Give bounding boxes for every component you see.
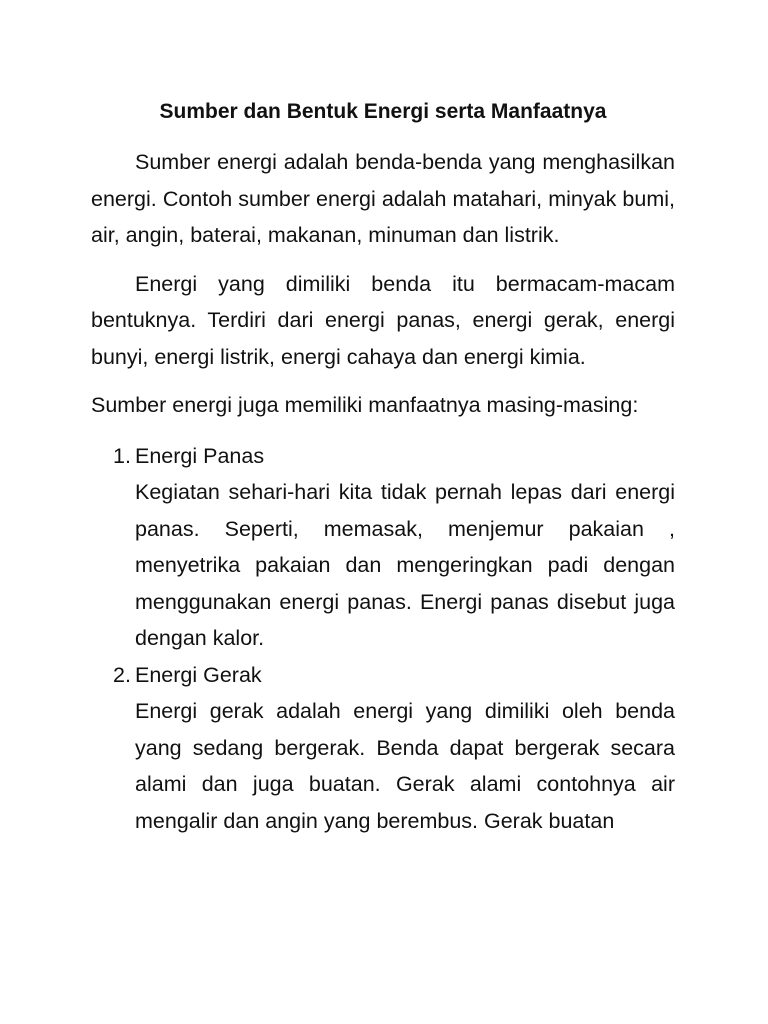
list-intro: Sumber energi juga memiliki manfaatnya masing-masing: bbox=[91, 393, 639, 417]
list-item-body: Energi gerak adalah energi yang dimiliki oleh benda yang sedang bergerak. Benda dapat bergerak secara alami dan juga buatan. Gerak alami contohnya air mengalir dan angin yang berembus. Gerak buatan bbox=[135, 699, 675, 833]
list-item bbox=[91, 438, 675, 657]
document-page bbox=[91, 96, 675, 839]
list-number: 2. bbox=[113, 662, 131, 687]
document-title: Sumber dan Bentuk Energi serta Manfaatnya bbox=[159, 100, 607, 123]
list-item-heading: Energi Panas bbox=[135, 443, 265, 468]
list-item bbox=[91, 657, 675, 840]
energy-benefits-list bbox=[91, 438, 675, 840]
paragraph-energy-source: Sumber energi adalah benda-benda yang menghasilkan energi. Contoh sumber energi adalah matahari, minyak bumi, air, angin, baterai, makanan, minuman dan listrik. bbox=[91, 150, 675, 247]
list-item-body: Kegiatan sehari-hari kita tidak pernah lepas dari energi panas. Seperti, memasak, menjemur pakaian , menyetrika pakaian dan mengeringkan padi dengan menggunakan energi panas. Energi panas disebut juga dengan kalor. bbox=[135, 480, 675, 650]
list-number: 1. bbox=[113, 443, 131, 468]
paragraph-energy-forms: Energi yang dimiliki benda itu bermacam-macam bentuknya. Terdiri dari energi panas, energi gerak, energi bunyi, energi listrik, energi cahaya dan energi kimia. bbox=[91, 271, 675, 369]
list-item-heading: Energi Gerak bbox=[135, 662, 262, 687]
